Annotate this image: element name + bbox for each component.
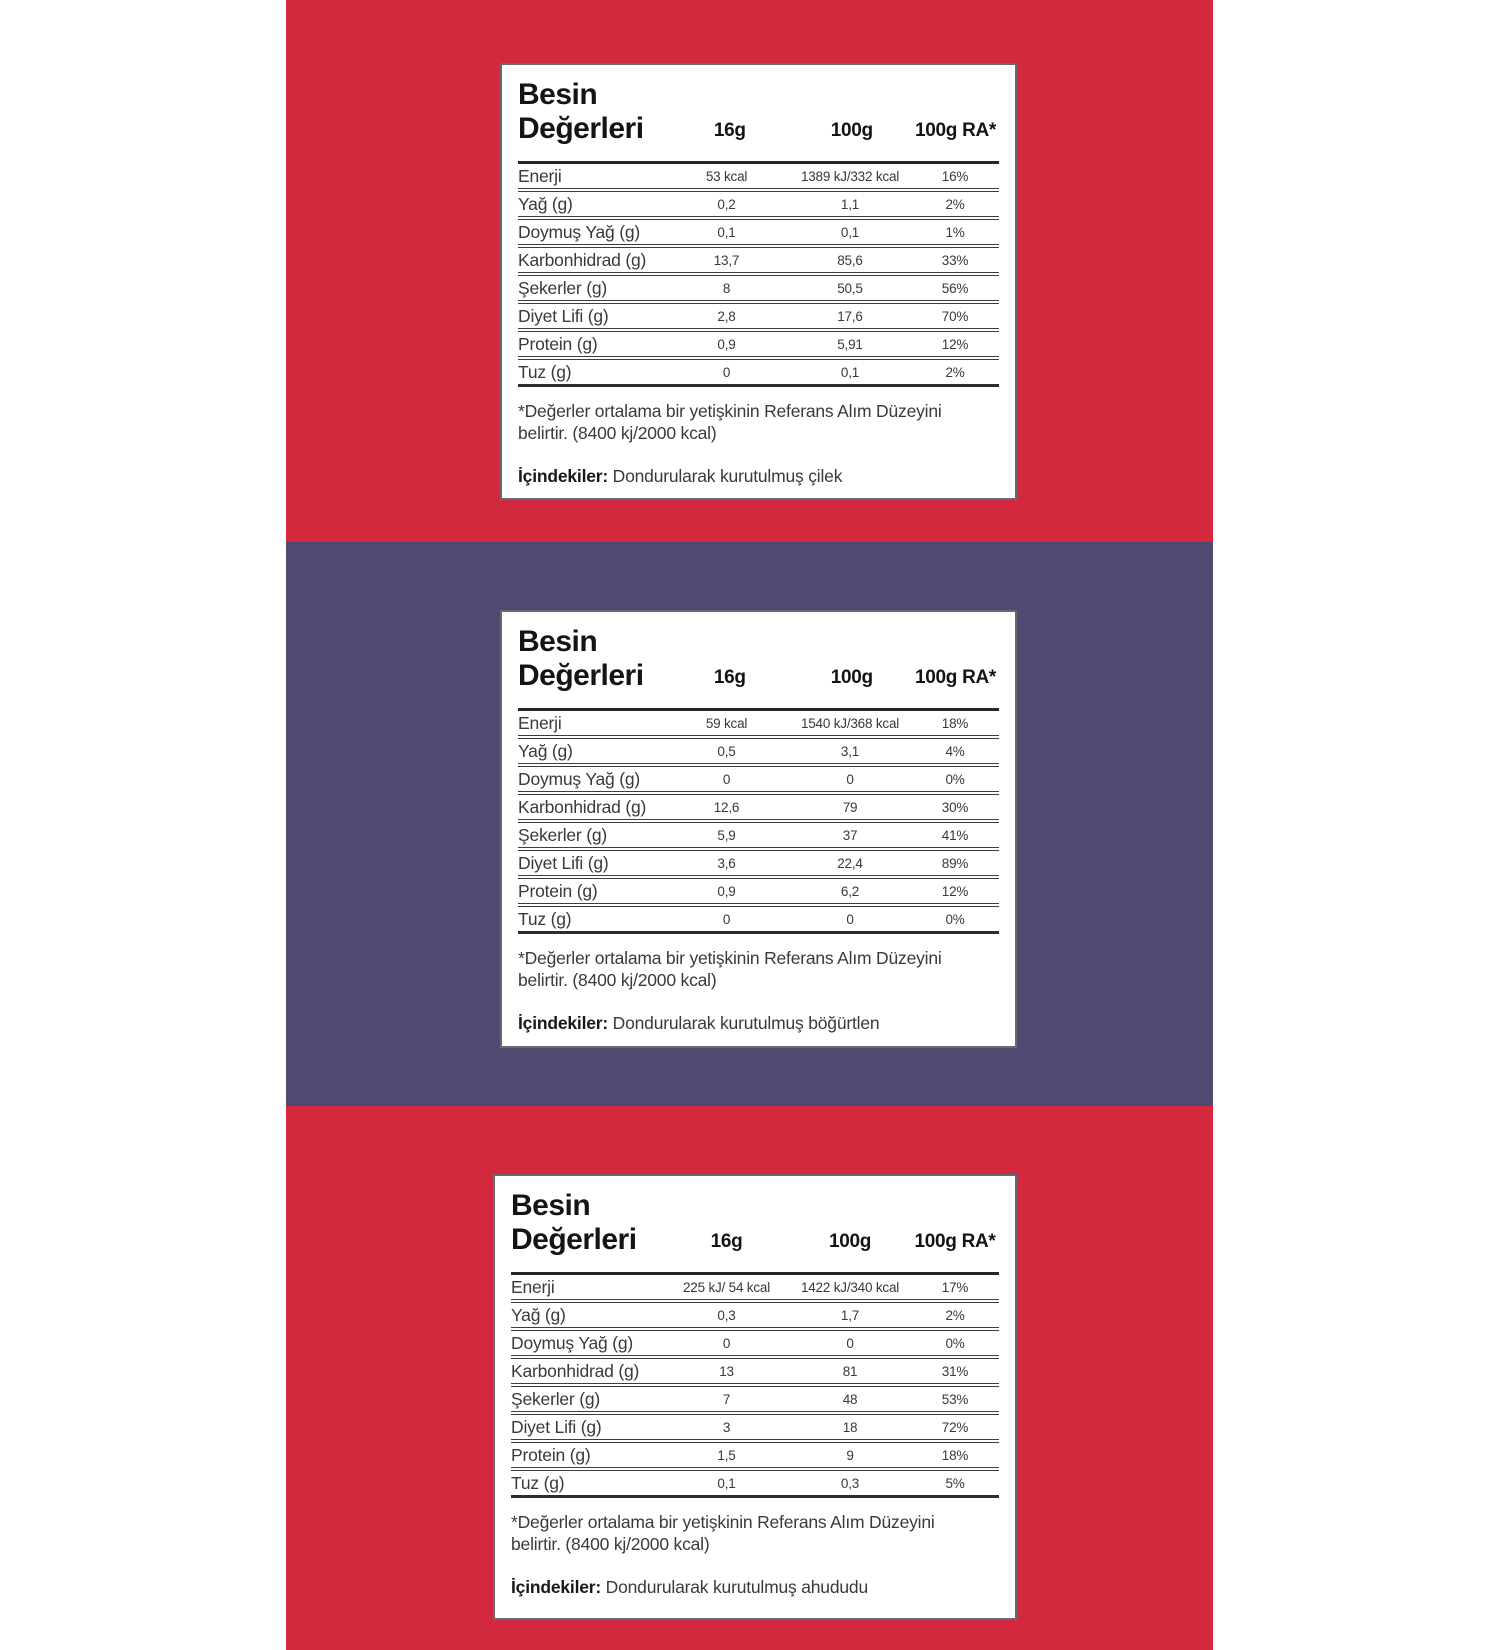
value-per-16g: 8 [722, 280, 731, 296]
value-per-16g: 13 [719, 1363, 734, 1379]
nutrition-row [518, 739, 999, 767]
value-per-100g: 5,91 [837, 336, 863, 352]
value-per-100g: 0 [846, 771, 854, 787]
value-100g-ra-percent: 0% [945, 1335, 965, 1351]
nutrition-row [511, 1359, 999, 1387]
nutrient-name: Diyet Lifi (g) [518, 305, 609, 326]
nutrient-name: Karbonhidrad (g) [518, 796, 647, 817]
value-100g-ra-percent: 2% [945, 364, 965, 380]
card-title-line2: Değerleri [511, 1222, 637, 1256]
value-per-100g: 1422 kJ/340 kcal [800, 1279, 900, 1295]
value-per-16g: 0 [722, 911, 731, 927]
card-title [518, 625, 668, 692]
value-per-16g: 2,8 [717, 308, 736, 324]
card-title-line1: Besin [518, 78, 598, 111]
value-per-100g: 1,1 [840, 196, 860, 212]
nutrition-card-raspberry [493, 1174, 1017, 1620]
value-100g-ra-percent: 12% [941, 883, 969, 899]
value-per-16g: 0,1 [717, 1475, 736, 1491]
nutrition-row [518, 164, 999, 192]
section-raspberry [286, 1106, 1213, 1650]
nutrition-row [511, 1331, 999, 1359]
value-100g-ra-percent: 4% [945, 743, 965, 759]
value-per-16g: 0,3 [717, 1307, 736, 1323]
value-100g-ra-percent: 72% [941, 1419, 969, 1435]
nutrition-row [518, 907, 999, 934]
nutrition-row [511, 1275, 999, 1303]
value-100g-ra-percent: 70% [941, 308, 969, 324]
value-100g-ra-percent: 30% [941, 799, 969, 815]
nutrition-row [518, 795, 999, 823]
nutrition-row [511, 1471, 999, 1498]
card-title [518, 78, 668, 145]
value-per-16g: 0,2 [717, 196, 736, 212]
col-header-16g: 16g [710, 1231, 743, 1253]
value-per-100g: 0,3 [840, 1475, 860, 1491]
nutrient-name: Yağ (g) [511, 1304, 566, 1325]
nutrition-row [518, 360, 999, 387]
card-header [518, 78, 999, 145]
card-title-line2: Değerleri [518, 658, 644, 692]
nutrient-name: Doymuş Yağ (g) [518, 221, 641, 242]
value-100g-ra-percent: 89% [941, 855, 969, 871]
value-100g-ra-percent: 18% [941, 1447, 969, 1463]
value-per-16g: 5,9 [717, 827, 736, 843]
nutrient-name: Şekerler (g) [518, 277, 608, 298]
nutrition-row [518, 276, 999, 304]
nutrient-name: Protein (g) [518, 333, 598, 354]
nutrition-card-blackberry [500, 610, 1017, 1048]
reference-footnote [518, 947, 999, 991]
value-per-100g: 48 [842, 1391, 858, 1407]
value-per-16g: 13,7 [713, 252, 740, 268]
ingredients-line [518, 1013, 999, 1034]
value-per-100g: 50,5 [837, 280, 863, 296]
value-100g-ra-percent: 17% [941, 1279, 969, 1295]
col-header-16g: 16g [713, 667, 746, 689]
ingredients-label: İçindekiler: [518, 465, 608, 486]
ingredients-label: İçindekiler: [518, 1012, 608, 1033]
reference-footnote [518, 400, 999, 444]
value-per-16g: 0 [722, 771, 731, 787]
card-title-line1: Besin [518, 625, 598, 658]
value-per-16g: 53 kcal [705, 168, 748, 184]
nutrient-name: Şekerler (g) [511, 1388, 601, 1409]
nutrient-name: Diyet Lifi (g) [518, 852, 609, 873]
value-per-100g: 0,1 [840, 224, 860, 240]
nutrient-name: Doymuş Yağ (g) [518, 768, 641, 789]
value-100g-ra-percent: 0% [945, 771, 965, 787]
footnote-line1: *Değerler ortalama bir yetişkinin Referans Alım Düzeyini [518, 401, 942, 422]
nutrient-name: Yağ (g) [518, 193, 573, 214]
col-header-100g: 100g [828, 1231, 872, 1253]
ingredients-value: Dondurularak kurutulmuş ahududu [605, 1576, 868, 1597]
footnote-line1: *Değerler ortalama bir yetişkinin Referans Alım Düzeyini [518, 948, 942, 969]
value-100g-ra-percent: 0% [945, 911, 965, 927]
value-per-100g: 18 [842, 1419, 858, 1435]
section-strawberry [286, 0, 1213, 542]
value-per-100g: 1389 kJ/332 kcal [800, 168, 900, 184]
value-per-100g: 17,6 [837, 308, 863, 324]
nutrition-row [511, 1415, 999, 1443]
nutrition-row [518, 823, 999, 851]
nutrition-row [518, 851, 999, 879]
ingredients-value: Dondurularak kurutulmuş böğürtlen [612, 1012, 880, 1033]
value-100g-ra-percent: 53% [941, 1391, 969, 1407]
card-header [518, 625, 999, 692]
value-per-100g: 81 [842, 1363, 858, 1379]
value-per-16g: 0 [722, 364, 731, 380]
nutrient-name: Enerji [518, 165, 562, 186]
nutrient-name: Tuz (g) [511, 1472, 565, 1493]
value-per-16g: 0,5 [717, 743, 736, 759]
nutrient-name: Protein (g) [511, 1444, 591, 1465]
value-per-100g: 0 [846, 911, 854, 927]
value-100g-ra-percent: 16% [941, 168, 969, 184]
reference-footnote [511, 1511, 999, 1555]
col-header-100g: 100g [830, 120, 873, 142]
value-per-100g: 6,2 [840, 883, 860, 899]
value-per-16g: 12,6 [713, 799, 740, 815]
footnote-line1: *Değerler ortalama bir yetişkinin Referans Alım Düzeyini [511, 1512, 935, 1533]
value-per-100g: 1,7 [840, 1307, 860, 1323]
section-blackberry [286, 542, 1213, 1106]
nutrition-row [518, 767, 999, 795]
value-per-100g: 0 [846, 1335, 854, 1351]
nutrient-name: Tuz (g) [518, 908, 572, 929]
nutrition-table [518, 708, 999, 934]
value-per-16g: 3 [722, 1419, 731, 1435]
ingredients-label: İçindekiler: [511, 1576, 601, 1597]
color-band [286, 0, 1213, 1650]
value-per-100g: 1540 kJ/368 kcal [800, 715, 900, 731]
nutrient-name: Karbonhidrad (g) [518, 249, 647, 270]
value-per-16g: 1,5 [717, 1447, 736, 1463]
nutrition-table [518, 161, 999, 387]
value-per-100g: 22,4 [837, 855, 863, 871]
nutrient-name: Yağ (g) [518, 740, 573, 761]
value-per-100g: 79 [842, 799, 858, 815]
col-header-100g-ra: 100g RA* [915, 667, 997, 689]
value-per-100g: 9 [846, 1447, 854, 1463]
value-100g-ra-percent: 2% [945, 196, 965, 212]
value-100g-ra-percent: 56% [941, 280, 969, 296]
value-per-16g: 7 [722, 1391, 731, 1407]
value-per-16g: 0,1 [717, 224, 736, 240]
nutrient-name: Doymuş Yağ (g) [511, 1332, 634, 1353]
value-100g-ra-percent: 18% [941, 715, 969, 731]
col-header-100g-ra: 100g RA* [914, 1231, 996, 1253]
value-100g-ra-percent: 12% [941, 336, 969, 352]
nutrition-row [511, 1387, 999, 1415]
card-header [511, 1189, 999, 1256]
value-per-16g: 0 [722, 1335, 731, 1351]
value-per-16g: 59 kcal [705, 715, 748, 731]
ingredients-line [518, 466, 999, 487]
value-per-100g: 0,1 [840, 364, 860, 380]
col-header-16g: 16g [713, 120, 746, 142]
value-per-16g: 0,9 [717, 336, 736, 352]
footnote-line2: belirtir. (8400 kj/2000 kcal) [518, 423, 717, 444]
nutrient-name: Şekerler (g) [518, 824, 608, 845]
nutrition-row [511, 1303, 999, 1331]
nutrition-row [511, 1443, 999, 1471]
ingredients-line [511, 1577, 999, 1598]
card-title-line2: Değerleri [518, 111, 644, 145]
col-header-100g: 100g [830, 667, 873, 689]
nutrition-table [511, 1272, 999, 1498]
nutrient-name: Enerji [518, 712, 562, 733]
footnote-line2: belirtir. (8400 kj/2000 kcal) [518, 970, 717, 991]
value-100g-ra-percent: 31% [941, 1363, 969, 1379]
nutrition-row [518, 304, 999, 332]
value-100g-ra-percent: 5% [945, 1475, 965, 1491]
value-100g-ra-percent: 1% [945, 224, 965, 240]
footnote-line2: belirtir. (8400 kj/2000 kcal) [511, 1534, 710, 1555]
nutrition-card-strawberry [500, 63, 1017, 500]
value-per-16g: 0,9 [717, 883, 736, 899]
nutrition-row [518, 332, 999, 360]
value-per-100g: 37 [842, 827, 858, 843]
value-per-16g: 225 kJ/ 54 kcal [682, 1279, 771, 1295]
value-100g-ra-percent: 33% [941, 252, 969, 268]
nutrition-row [518, 192, 999, 220]
nutrition-row [518, 711, 999, 739]
nutrition-row [518, 220, 999, 248]
value-per-16g: 3,6 [717, 855, 736, 871]
nutrient-name: Tuz (g) [518, 361, 572, 382]
nutrient-name: Enerji [511, 1276, 555, 1297]
value-per-100g: 3,1 [840, 743, 860, 759]
ingredients-value: Dondurularak kurutulmuş çilek [612, 465, 843, 486]
value-100g-ra-percent: 2% [945, 1307, 965, 1323]
nutrient-name: Protein (g) [518, 880, 598, 901]
nutrient-name: Diyet Lifi (g) [511, 1416, 602, 1437]
nutrient-name: Karbonhidrad (g) [511, 1360, 640, 1381]
value-100g-ra-percent: 41% [941, 827, 969, 843]
card-title-line1: Besin [511, 1189, 591, 1222]
card-title [511, 1189, 664, 1256]
col-header-100g-ra: 100g RA* [915, 120, 997, 142]
nutrition-row [518, 879, 999, 907]
nutrition-row [518, 248, 999, 276]
value-per-100g: 85,6 [837, 252, 863, 268]
